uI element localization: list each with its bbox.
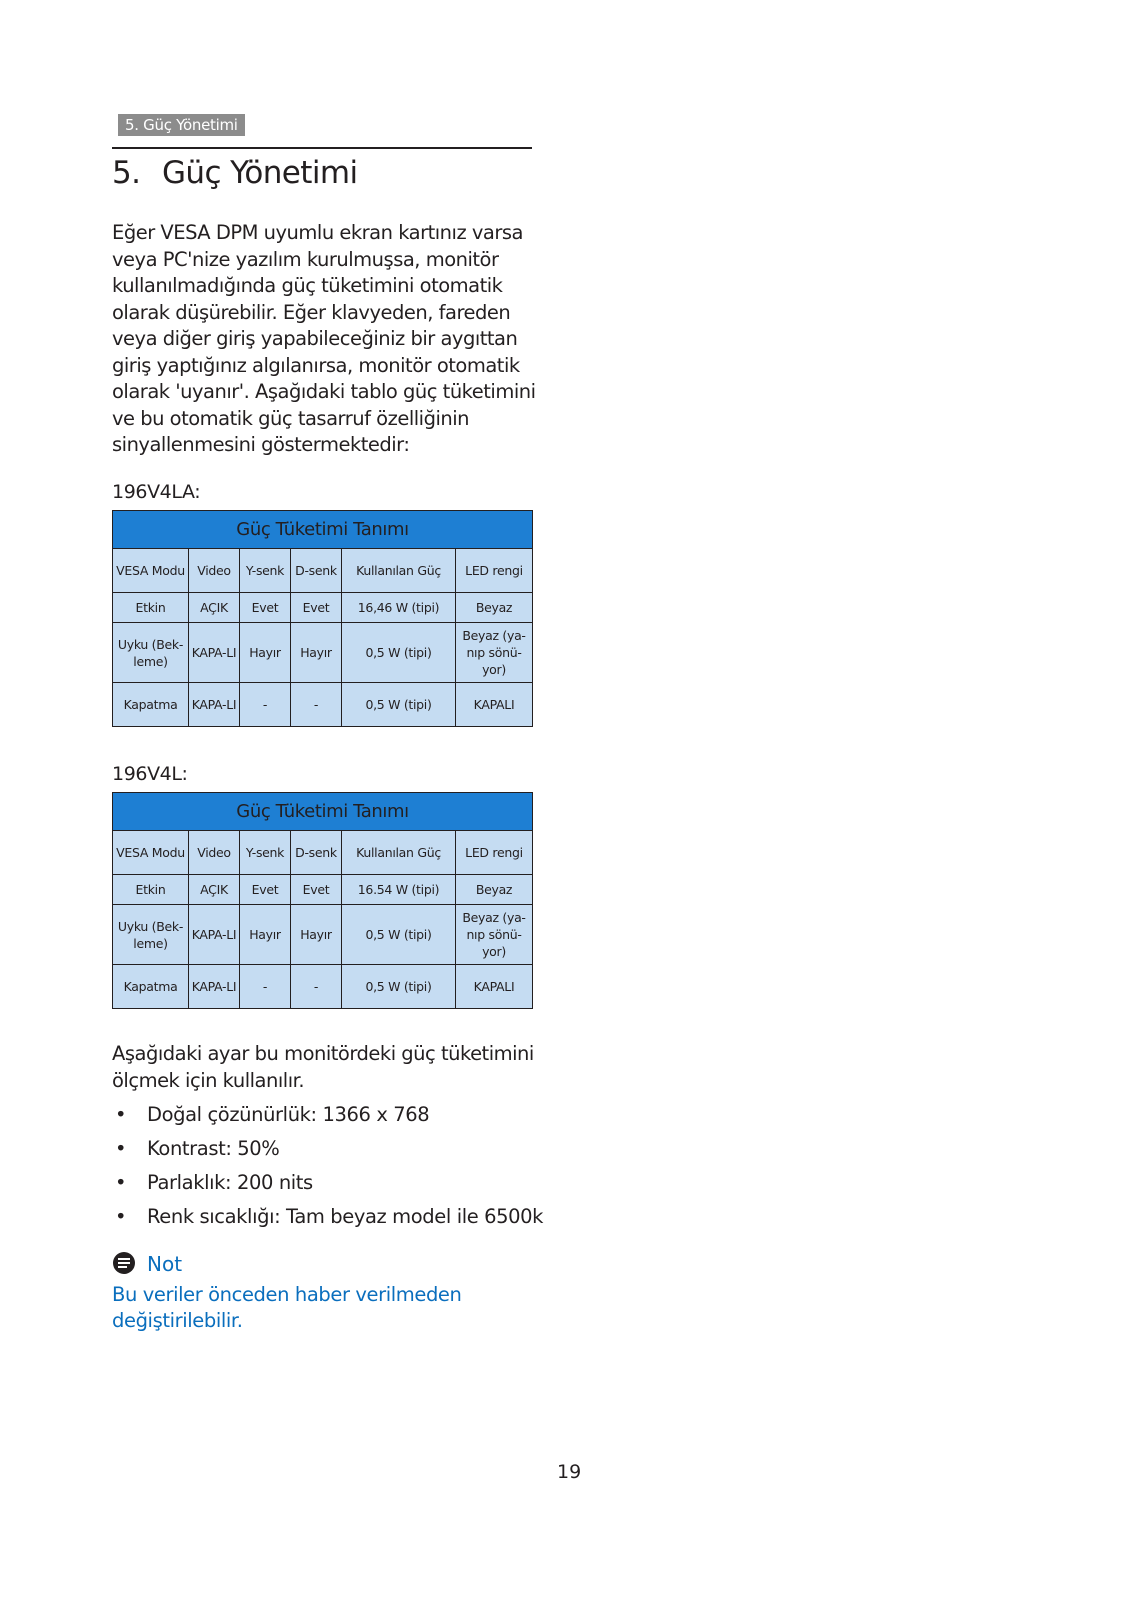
table-cell: Beyaz (ya-nıp sönü-yor) bbox=[456, 623, 533, 683]
list-item bbox=[112, 1166, 543, 1200]
table-cell: KAPA-LI bbox=[189, 905, 240, 965]
measurement-intro: Aşağıdaki ayar bu monitördeki güç tüketimini ölçmek için kullanılır. bbox=[112, 1042, 534, 1092]
header-cell: VESA Modu bbox=[113, 549, 189, 593]
table-cell: Evet bbox=[240, 875, 291, 905]
list-item bbox=[112, 1132, 543, 1166]
table-cell: KAPALI bbox=[456, 965, 533, 1009]
header-cell: Video bbox=[189, 831, 240, 875]
table-cell: AÇIK bbox=[189, 593, 240, 623]
table-cell: 16,46 W (tipi) bbox=[342, 593, 456, 623]
page-title bbox=[112, 152, 357, 194]
table-cell: Hayır bbox=[240, 623, 291, 683]
header-cell: Y-senk bbox=[240, 831, 291, 875]
list-item-text: Kontrast: 50% bbox=[147, 1137, 280, 1160]
table-row bbox=[113, 623, 533, 683]
section-title: Güç Yönetimi bbox=[162, 155, 358, 191]
table-cell: Beyaz bbox=[456, 593, 533, 623]
table-cell: Uyku (Bek-leme) bbox=[113, 623, 189, 683]
table-cell: Etkin bbox=[113, 875, 189, 905]
table-row bbox=[113, 905, 533, 965]
table-cell: Etkin bbox=[113, 593, 189, 623]
header-cell: D-senk bbox=[291, 831, 342, 875]
list-item-text: Parlaklık: 200 nits bbox=[147, 1171, 313, 1194]
table-cell: Hayır bbox=[291, 623, 342, 683]
table-cell: KAPA-LI bbox=[189, 965, 240, 1009]
table-cell: KAPA-LI bbox=[189, 623, 240, 683]
table-cell: Evet bbox=[240, 593, 291, 623]
section-header-tab: 5. Güç Yönetimi bbox=[118, 114, 245, 136]
table-cell: Evet bbox=[291, 875, 342, 905]
list-item-text: Doğal çözünürlük: 1366 x 768 bbox=[147, 1103, 430, 1126]
power-table-196v4l bbox=[112, 792, 533, 1009]
note-text: Bu veriler önceden haber verilmeden değiştirilebilir. bbox=[112, 1283, 462, 1332]
table-title: Güç Tüketimi Tanımı bbox=[113, 793, 533, 831]
model-label-196v4la: 196V4LA: bbox=[112, 481, 201, 503]
page-number: 19 bbox=[557, 1461, 582, 1483]
table-row bbox=[113, 875, 533, 905]
table-cell: AÇIK bbox=[189, 875, 240, 905]
header-cell: LED rengi bbox=[456, 549, 533, 593]
section-number: 5. bbox=[112, 155, 141, 191]
power-table-196v4la bbox=[112, 510, 533, 727]
header-cell: D-senk bbox=[291, 549, 342, 593]
bullet-icon: • bbox=[115, 1137, 127, 1160]
table-cell: - bbox=[291, 683, 342, 727]
table-cell: Hayır bbox=[291, 905, 342, 965]
table-cell: Kapatma bbox=[113, 683, 189, 727]
note-icon bbox=[112, 1251, 136, 1275]
list-item bbox=[112, 1098, 543, 1132]
table-title: Güç Tüketimi Tanımı bbox=[113, 511, 533, 549]
table-row bbox=[113, 593, 533, 623]
table-cell: Beyaz bbox=[456, 875, 533, 905]
bullet-icon: • bbox=[115, 1103, 127, 1126]
bullet-icon: • bbox=[115, 1205, 127, 1228]
table-cell: KAPALI bbox=[456, 683, 533, 727]
table-cell: 0,5 W (tipi) bbox=[342, 683, 456, 727]
table-cell: Uyku (Bek-leme) bbox=[113, 905, 189, 965]
table-row bbox=[113, 683, 533, 727]
table-cell: 0,5 W (tipi) bbox=[342, 623, 456, 683]
table-cell: - bbox=[240, 683, 291, 727]
model-label-196v4l: 196V4L: bbox=[112, 763, 188, 785]
header-rule bbox=[112, 147, 532, 149]
table-cell: Hayır bbox=[240, 905, 291, 965]
intro-paragraph: Eğer VESA DPM uyumlu ekran kartınız varsa veya PC'nize yazılım kurulmuşsa, monitör kullanılmadığında güç tüketimini otomatik olarak düşürebilir. Eğer klavyeden, fareden veya diğer giriş yapabileceğiniz bir aygıttan giriş yaptığınız algılanırsa, monitör otomatik olarak 'uyanır'. Aşağıdaki tablo güç tüketimini ve bu otomatik güç tasarruf özelliğinin sinyallenmesini göstermektedir: bbox=[112, 221, 536, 456]
header-cell: Kullanılan Güç bbox=[342, 549, 456, 593]
header-cell: Video bbox=[189, 549, 240, 593]
list-item-text: Renk sıcaklığı: Tam beyaz model ile 6500k bbox=[147, 1205, 544, 1228]
table-header-row bbox=[113, 549, 533, 593]
table-cell: 0,5 W (tipi) bbox=[342, 905, 456, 965]
note-label: Not bbox=[147, 1252, 183, 1276]
table-cell: Kapatma bbox=[113, 965, 189, 1009]
list-item bbox=[112, 1200, 543, 1234]
table-title-row bbox=[113, 793, 533, 831]
table-cell: Beyaz (ya-nıp sönü-yor) bbox=[456, 905, 533, 965]
bullet-icon: • bbox=[115, 1171, 127, 1194]
table-cell: Evet bbox=[291, 593, 342, 623]
table-cell: KAPA-LI bbox=[189, 683, 240, 727]
table-title-row bbox=[113, 511, 533, 549]
table-cell: - bbox=[291, 965, 342, 1009]
measurement-settings-list bbox=[112, 1098, 543, 1234]
table-row bbox=[113, 965, 533, 1009]
table-header-row bbox=[113, 831, 533, 875]
header-cell: LED rengi bbox=[456, 831, 533, 875]
table-cell: - bbox=[240, 965, 291, 1009]
header-cell: Kullanılan Güç bbox=[342, 831, 456, 875]
table-cell: 0,5 W (tipi) bbox=[342, 965, 456, 1009]
header-cell: VESA Modu bbox=[113, 831, 189, 875]
header-cell: Y-senk bbox=[240, 549, 291, 593]
table-cell: 16.54 W (tipi) bbox=[342, 875, 456, 905]
